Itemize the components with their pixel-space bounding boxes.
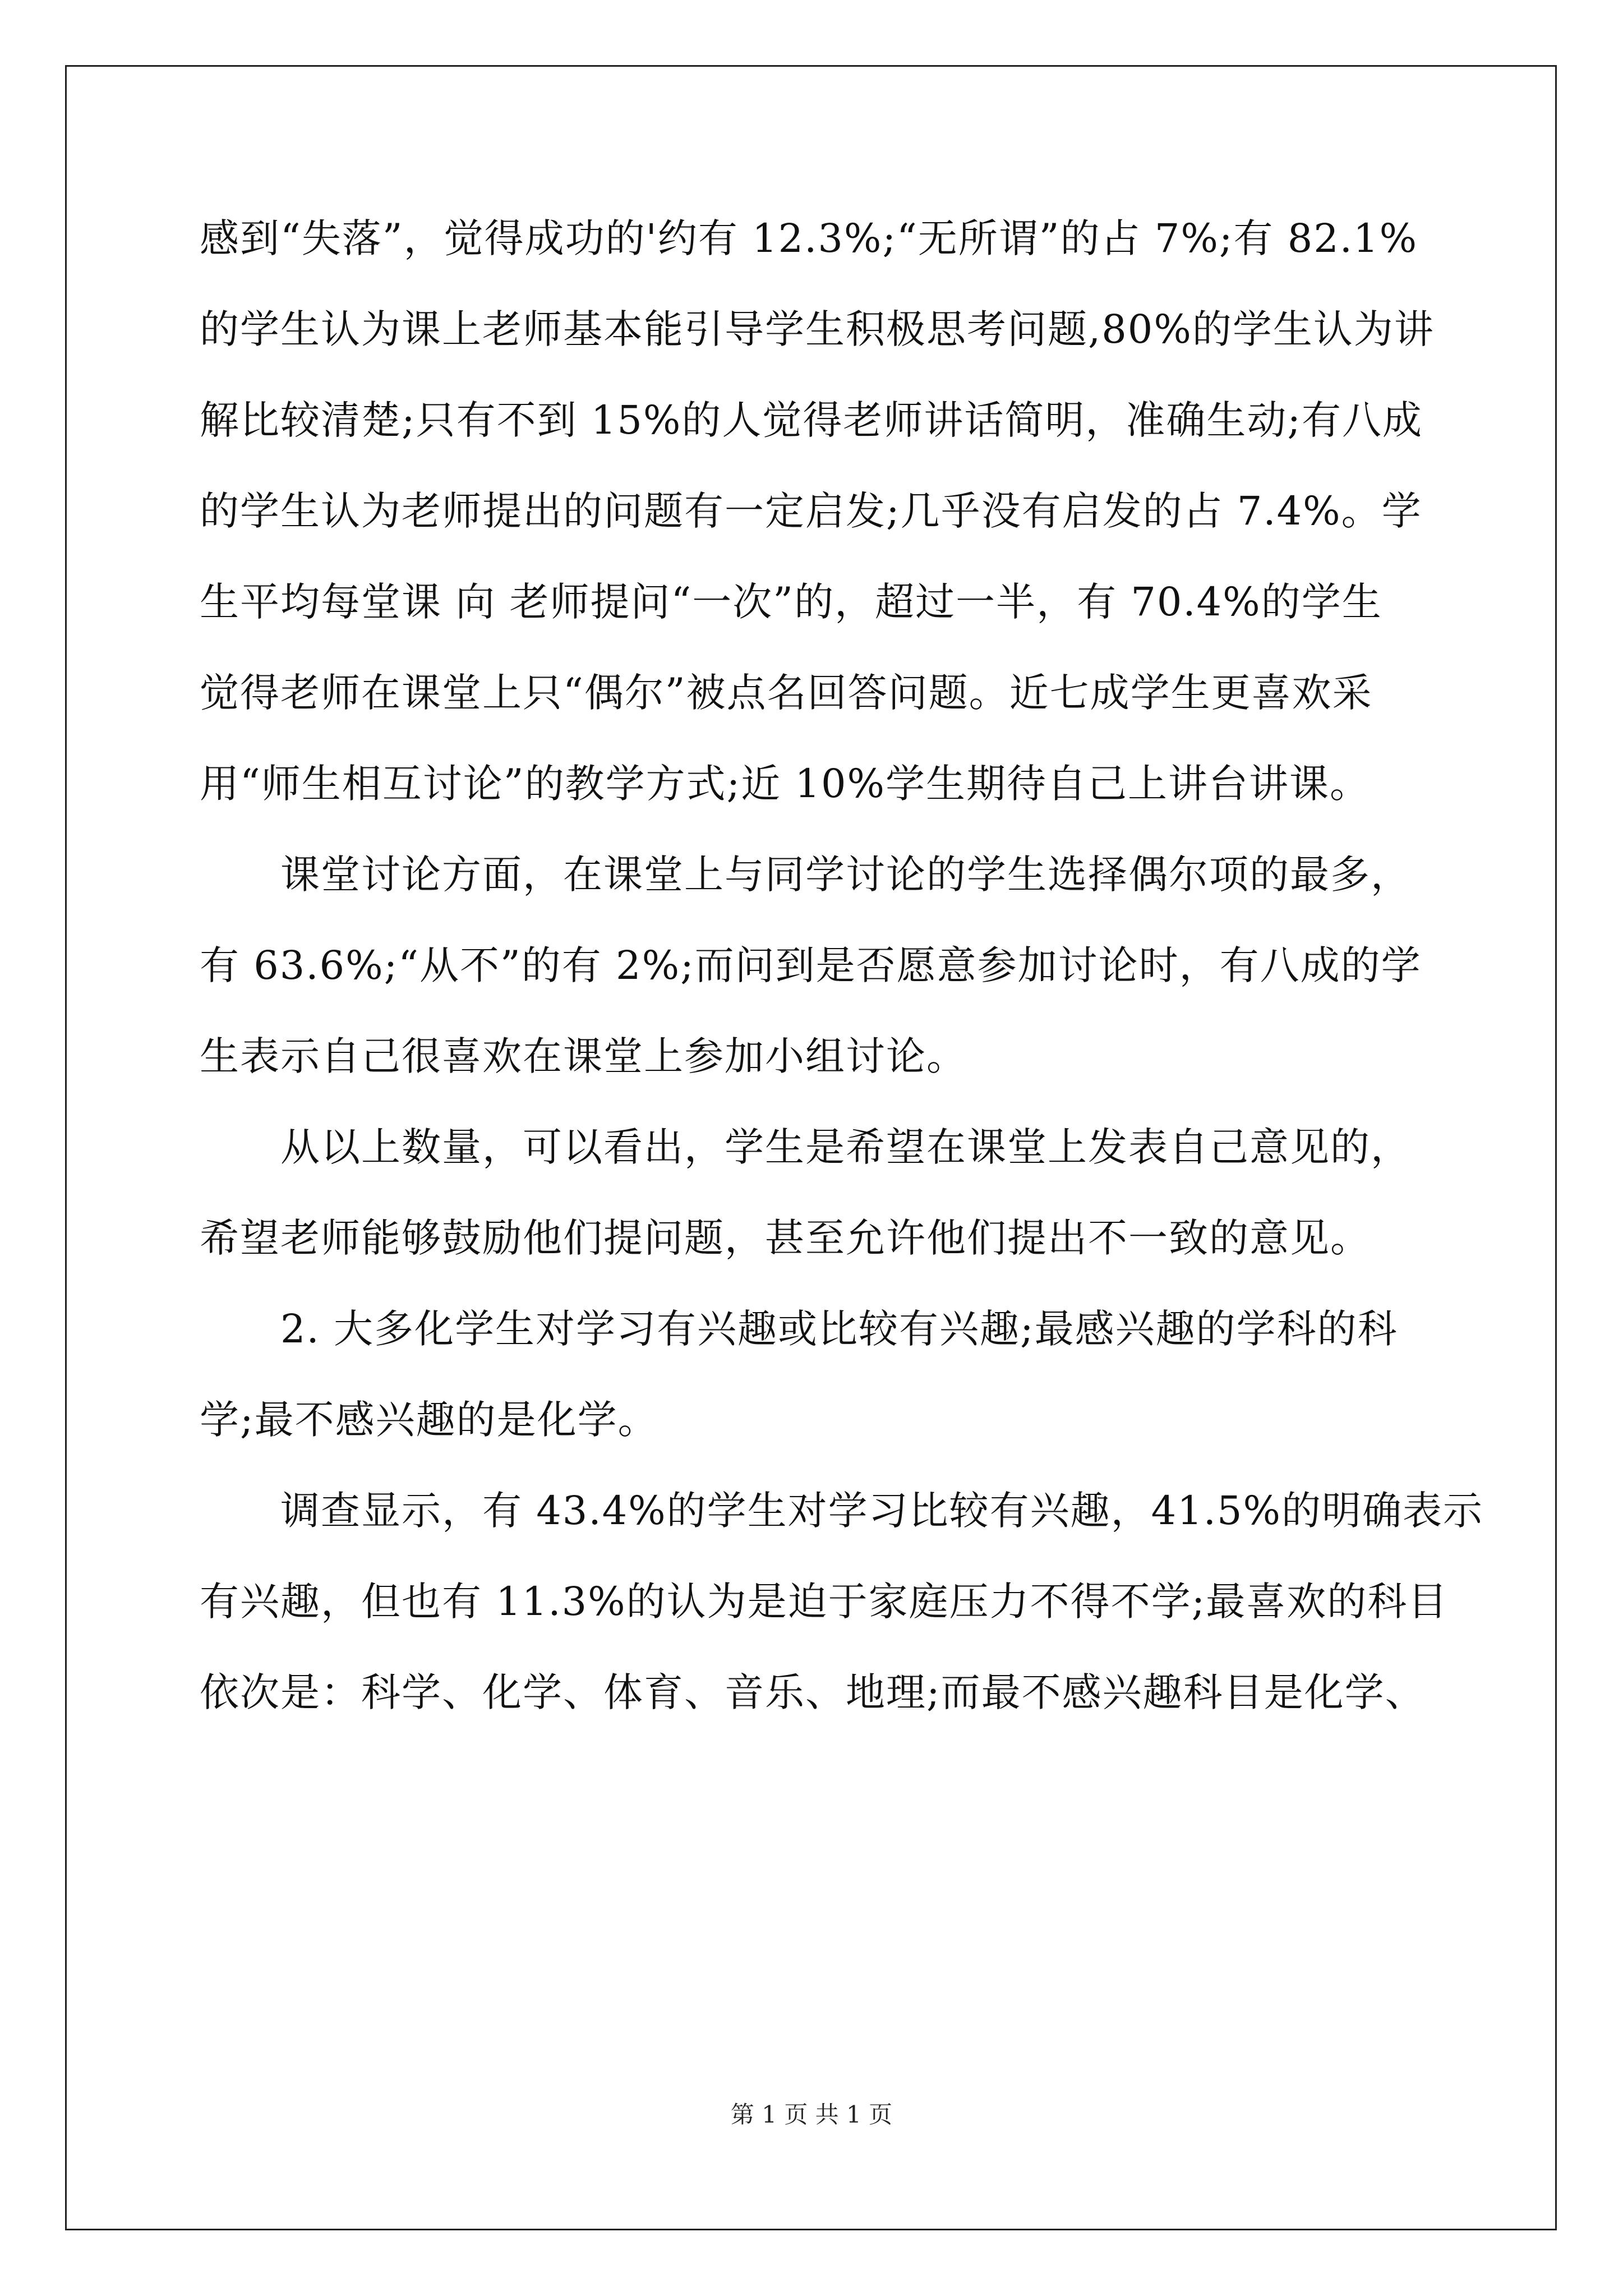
text-line: 的学生认为课上老师基本能引导学生积极思考问题,80%的学生认为讲 [200,306,1435,352]
text-line: 有兴趣，但也有 11.3%的认为是迫于家庭压力不得不学;最喜欢的科目 [200,1579,1449,1625]
text-line: 有 63.6%;“从不”的有 2%;而问到是否愿意参加讨论时，有八成的学 [200,942,1422,988]
text-line: 学;最不感兴趣的是化学。 [200,1397,658,1443]
text-line: 感到“失落”，觉得成功的'约有 12.3%;“无所谓”的占 7%;有 82.1% [200,215,1418,261]
text-line: 课堂讨论方面，在课堂上与同学讨论的学生选择偶尔项的最多， [280,852,1411,898]
text-line: 生表示自己很喜欢在课堂上参加小组讨论。 [200,1033,967,1079]
text-line: 用“师生相互讨论”的教学方式;近 10%学生期待自己上讲台讲课。 [200,761,1370,807]
text-line: 2. 大多化学生对学习有兴趣或比较有兴趣;最感兴趣的学科的科 [280,1306,1398,1352]
page-number-footer: 第 1 页 共 1 页 [730,2101,893,2128]
text-line: 解比较清楚;只有不到 15%的人觉得老师讲话简明，准确生动;有八成 [200,397,1423,443]
text-line: 从以上数量，可以看出，学生是希望在课堂上发表自己意见的， [280,1124,1411,1170]
text-line: 调查显示，有 43.4%的学生对学习比较有兴趣，41.5%的明确表示 [280,1488,1483,1534]
text-line: 依次是：科学、化学、体育、音乐、地理;而最不感兴趣科目是化学、 [200,1669,1426,1715]
text-line: 的学生认为老师提出的问题有一定启发;几乎没有启发的占 7.4%。学 [200,488,1422,534]
text-line: 觉得老师在课堂上只“偶尔”被点名回答问题。近七成学生更喜欢采 [200,670,1373,716]
text-line: 希望老师能够鼓励他们提问题，甚至允许他们提出不一致的意见。 [200,1215,1371,1261]
text-line: 生平均每堂课 向 老师提问“一次”的，超过一半，有 70.4%的学生 [200,579,1382,625]
